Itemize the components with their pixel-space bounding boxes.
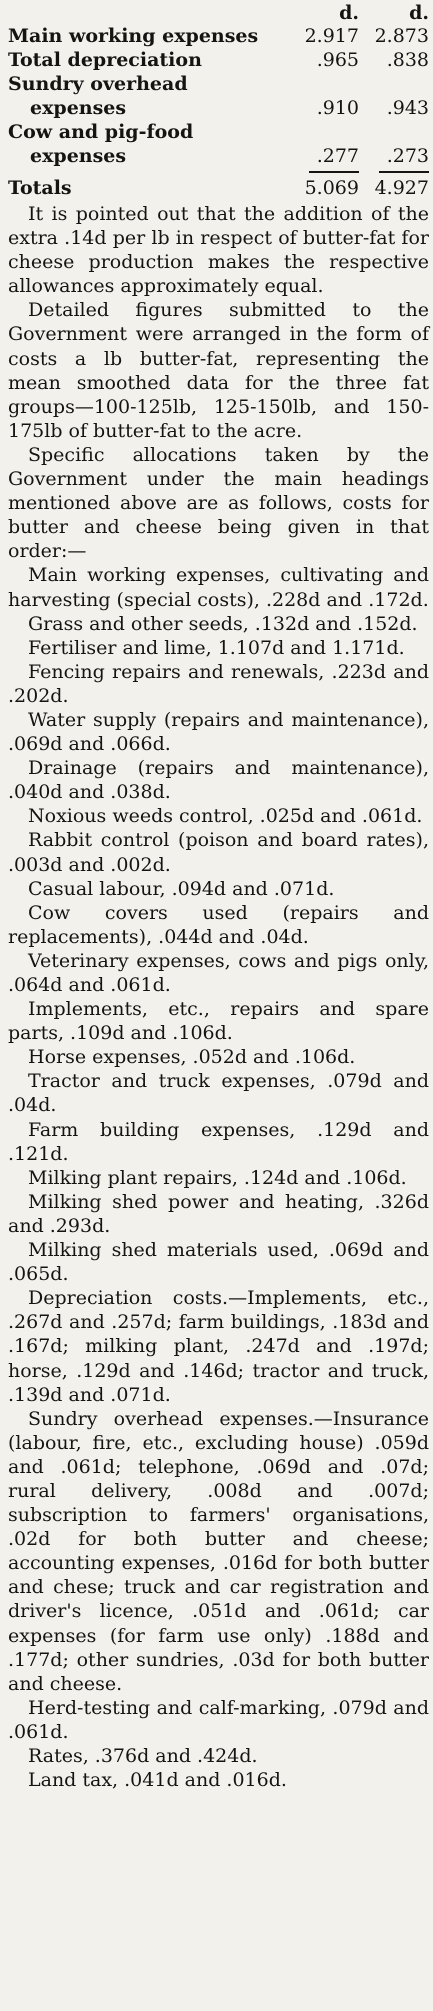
paragraph: Grass and other seeds, .132d and .152d.	[28, 612, 418, 635]
paragraph: Land tax, .041d and .016d.	[28, 1769, 287, 1792]
paragraph: Fertiliser and lime, 1.107d and 1.171d.	[28, 636, 405, 659]
paragraph: Main working expenses, cultivating and harvesting (special costs), .228d and .172d.	[8, 564, 429, 611]
paragraph: Sundry overhead expenses.—Insurance (labour, fire, etc., excluding house) .059d and .061d; telephone, .069d and .07d; rural delivery, .008d and .007d; subscription to farmers' organisations, .02d for both butter and cheese; accounting expenses, .016d for both butter and chese; truck and car registration and driver's licence, .051d and .061d; car expenses (for farm use only) .188d and .177d; other sundries, .03d for both butter and cheese.	[8, 1407, 429, 1695]
row-label: Cow and pig-food	[8, 121, 194, 143]
paragraph: Water supply (repairs and maintenance), .069d and .066d.	[8, 708, 429, 756]
cost-summary-table	[8, 3, 429, 200]
paragraph: Detailed figures submitted to the Government were arranged in the form of costs a lb butter-fat, representing the mean smoothed data for the three fat groups—100-125lb, 125-150lb, and 150-175lb of butter-fat to the acre.	[8, 299, 429, 442]
butter-total: 5.069	[304, 177, 359, 199]
butter-value: .965	[316, 49, 359, 71]
paragraph: Farm building expenses, .129d and .121d.	[8, 1118, 429, 1165]
column-header-butter: d.	[339, 2, 359, 24]
total-rule	[8, 168, 429, 176]
table-row	[8, 48, 429, 72]
paragraph: Implements, etc., repairs and spare parts, .109d and .106d.	[8, 998, 429, 1045]
paragraph: Milking shed materials used, .069d and .065d.	[8, 1239, 429, 1286]
paragraph: Depreciation costs.—Implements, etc., .267d and .257d; farm buildings, .183d and .167d; milking plant, .247d and .197d; horse, .129d and .146d; tractor and truck, .139d and .071d.	[8, 1287, 429, 1406]
total-rule-butter	[309, 171, 359, 173]
paragraph: Casual labour, .094d and .071d.	[28, 877, 335, 900]
butter-value: .277	[316, 145, 359, 167]
paragraph: Rabbit control (poison and board rates), .003d and .002d.	[8, 829, 429, 876]
cheese-value: .838	[386, 49, 429, 71]
paragraph: Fencing repairs and renewals, .223d and .202d.	[8, 660, 429, 707]
paragraph: Tractor and truck expenses, .079d and .04d.	[8, 1070, 429, 1117]
row-label: Sundry overhead	[8, 73, 188, 95]
totals-row	[8, 176, 429, 200]
paragraph: Milking shed power and heating, .326d and .293d.	[8, 1190, 429, 1237]
column-header-cheese: d.	[409, 2, 429, 24]
row-label: expenses	[30, 97, 127, 119]
butter-value: .910	[316, 97, 359, 119]
total-rule-cheese	[379, 171, 429, 173]
row-label: Main working expenses	[8, 25, 259, 47]
paragraph: Horse expenses, .052d and .106d.	[28, 1046, 356, 1069]
cheese-value: 2.873	[374, 25, 429, 47]
table-row	[8, 96, 429, 120]
article-body	[8, 202, 429, 1792]
row-label: expenses	[30, 145, 127, 167]
table-row	[8, 24, 429, 48]
paragraph: Herd-testing and calf-marking, .079d and .061d.	[8, 1696, 429, 1743]
table-row	[8, 120, 429, 144]
cheese-total: 4.927	[374, 177, 429, 199]
table-row	[8, 144, 429, 168]
paragraph: It is pointed out that the addition of the extra .14d per lb in respect of butter-fat for cheese production makes the respective allowances approximately equal.	[8, 203, 429, 298]
cheese-value: .273	[386, 145, 429, 167]
paragraph: Milking plant repairs, .124d and .106d.	[28, 1166, 407, 1189]
paragraph: Drainage (repairs and maintenance), .040d and .038d.	[8, 757, 429, 804]
paragraph: Noxious weeds control, .025d and .061d.	[28, 805, 423, 828]
paragraph: Specific allocations taken by the Government under the main headings mentioned above are as follows, costs for butter and cheese being given in that order:—	[8, 443, 429, 563]
table-column-headers	[8, 3, 429, 24]
row-label: Totals	[8, 177, 72, 199]
paragraph: Cow covers used (repairs and replacements), .044d and .04d.	[8, 901, 429, 948]
row-label: Total depreciation	[8, 49, 202, 71]
cheese-value: .943	[386, 97, 429, 119]
paragraph: Rates, .376d and .424d.	[28, 1745, 258, 1767]
paragraph: Veterinary expenses, cows and pigs only, .064d and .061d.	[8, 949, 429, 996]
table-row	[8, 72, 429, 96]
butter-value: 2.917	[304, 25, 359, 47]
